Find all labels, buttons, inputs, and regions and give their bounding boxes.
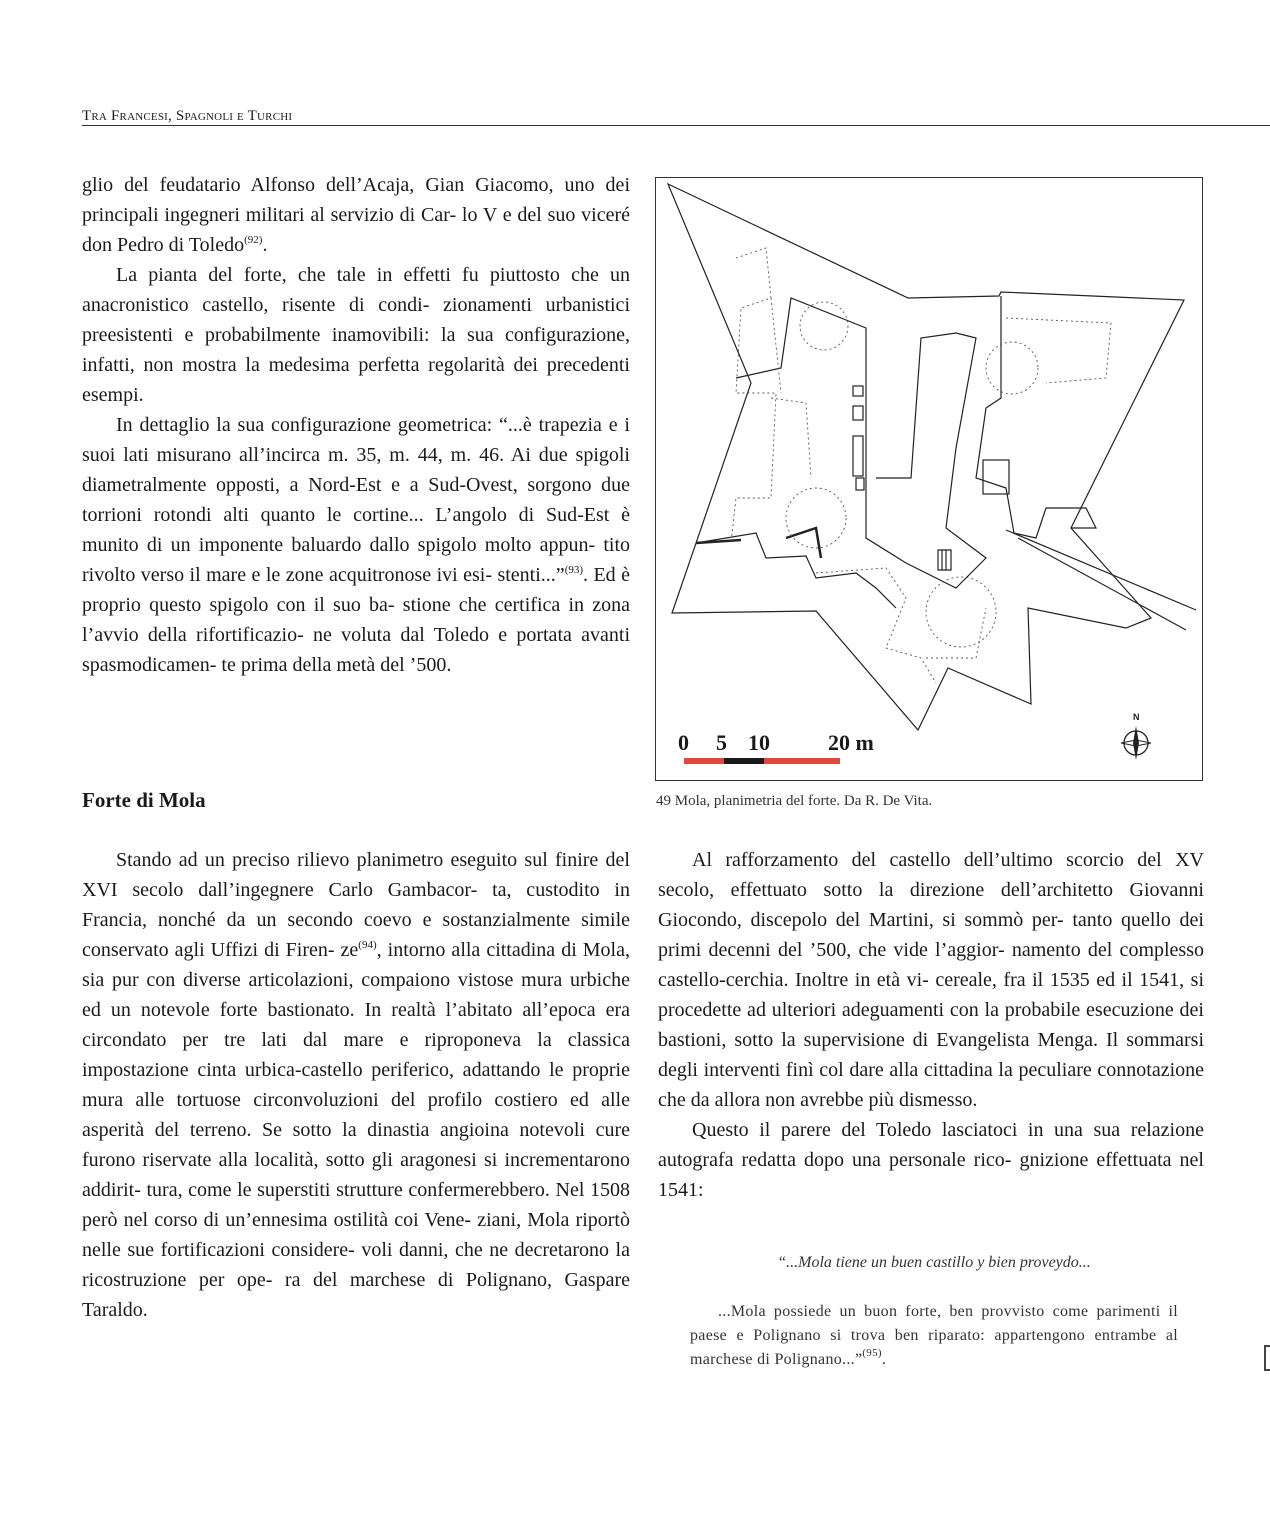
round-tower-nw	[800, 302, 848, 350]
fort-plan-figure	[655, 177, 1203, 781]
scale-segment-red	[684, 758, 724, 764]
scale-segment-black	[724, 758, 764, 764]
scale-bar	[684, 758, 840, 764]
stair	[938, 550, 951, 570]
left-column-bottom	[82, 845, 630, 1325]
paragraph: La pianta del forte, che tale in effetti fu piuttosto che un anacronistico castello, risente di condi- zionamenti urbanistici preesistenti e probabilmente inamovibili: la sua configurazione, infatti, non mostra la medesima perfetta regolarità dei precedenti esempi.	[82, 264, 630, 406]
round-tower-ne	[986, 342, 1038, 394]
quote-spanish: “...Mola tiene un buen castillo y bien proveydo...	[777, 1254, 1091, 1271]
paragraph: glio del feudatario Alfonso dell’Acaja, Gian Giacomo, uno dei principali ingegneri militari al servizio di Car- lo V e del suo viceré don Pedro di Toledo$^{(92)}$.	[82, 174, 630, 256]
scale-tick-label: 20 m	[828, 730, 874, 755]
scale-tick-label: 10	[748, 730, 770, 755]
outer-wall	[668, 184, 1184, 730]
old-wall-trace	[816, 568, 986, 683]
tower-box	[983, 460, 1009, 494]
east-wall-link	[1006, 530, 1196, 630]
scale-segment-red	[764, 758, 840, 764]
cell	[853, 436, 863, 476]
page-edge-mark	[1264, 1345, 1270, 1371]
round-tower-sw	[786, 488, 846, 548]
cell	[856, 478, 864, 490]
paragraph: Al rafforzamento del castello dell’ultimo scorcio del XV secolo, effettuato sotto la direzione dell’architetto Giovanni Giocondo, discepolo del Martini, si sommò per- tanto quello dei primi decenni del ’500, che vide l’aggior- namento del complesso castello-cerchia. Inoltre in età vi- cereale, fra il 1535 ed il 1541, si procedette ad ulteriori adeguamenti con la probabile esecuzione dei bastioni, sotto la supervisione di Evangelista Menga. Il sommarsi degli interventi finì col dare alla cittadina la peculiare connotazione che da allora non avrebbe più dismesso.	[658, 849, 1204, 1111]
right-column-bottom	[658, 845, 1204, 1205]
east-bastion	[976, 296, 1096, 538]
scale-tick-label: 0	[678, 730, 689, 755]
cell	[853, 406, 863, 420]
quote-italian: ...Mola possiede un buon forte, ben provvisto come parimenti il paese e Polignano si trova ben riparato: appartengono entrambe al marchese di Polignano...”$^{(95)}$.	[690, 1303, 1178, 1368]
north-arrow-icon	[1116, 708, 1156, 772]
section-title: Forte di Mola	[82, 788, 206, 812]
figure-caption: 49 Mola, planimetria del forte. Da R. De Vita.	[656, 793, 933, 809]
scale-labels	[678, 730, 898, 760]
footnote-ref: (93)	[564, 564, 584, 576]
footnote-ref: (95)	[862, 1347, 882, 1359]
north-label: N	[1133, 712, 1140, 722]
running-header: Tra Francesi, Spagnoli e Turchi	[82, 108, 293, 124]
header-rule	[82, 125, 1270, 126]
left-column-top	[82, 170, 630, 680]
footnote-ref: (92)	[244, 234, 263, 246]
cell	[853, 386, 863, 396]
inner-wall	[696, 533, 896, 608]
paragraph: In dettaglio la sua configurazione geometrica: “...è trapezia e i suoi lati misurano all’incirca m. 35, m. 44, m. 46. Ai due spigoli diametralmente opposti, a Nord-Est e a Sud-Ovest, sorgono due torrioni rotondi alti quanto le cortine... L’angolo di Sud-Est è munito di un imponente baluardo dallo spigolo molto appun- tito rivolto verso il mare e le zone acquitronose ivi esi- stenti...”$^{(93)}$. Ed è proprio questo spigolo con il suo ba- stione che certifica in zona l’avvio della rifortificazio- ne voluta dal Toledo e portata avanti spasmodicamen- te prima della metà del ’500.	[82, 414, 631, 676]
scale-tick-label: 5	[716, 730, 727, 755]
footnote-ref: (94)	[358, 939, 377, 951]
old-wall-trace	[731, 248, 1111, 543]
paragraph: Questo il parere del Toledo lasciatoci in una sua relazione autografa redatta dopo una personale rico- gnizione effettuata nel 1541:	[658, 1119, 1204, 1201]
paragraph: Stando ad un preciso rilievo planimetro eseguito sul finire del XVI secolo dall’ingegnere Carlo Gambacor- ta, custodito in Francia, nonché da un secondo coevo e sostanzialmente simile conservato agli Uffizi di Firen- ze$^{(94)}$, intorno alla cittadina di Mola, sia pur con diverse articolazioni, compaiono vistose mura urbiche ed un notevole forte bastionato. In realtà l’abitato all’epoca era circondato per tre lati dal mare e riproponeva la classica impostazione cinta urbica-castello periferico, adattando le proprie mura alle tortuose circonvoluzioni del profilo costiero ed alle asperità del terreno. Se sotto la dinastia angioina notevoli cure furono riservate alla località, sotto gli aragonesi si incrementarono addirit- tura, come le superstiti strutture confermerebbero. Nel 1508 però nel corso di un’ennesima ostilità coi Vene- ziani, Mola riportò nelle sue fortificazioni considere- voli danni, che ne decretarono la ricostruzione per ope- ra del marchese di Polignano, Gaspare Taraldo.	[82, 849, 630, 1321]
fort-plan-drawing	[656, 178, 1204, 782]
inner-wall	[736, 298, 986, 588]
west-gate	[696, 528, 821, 558]
